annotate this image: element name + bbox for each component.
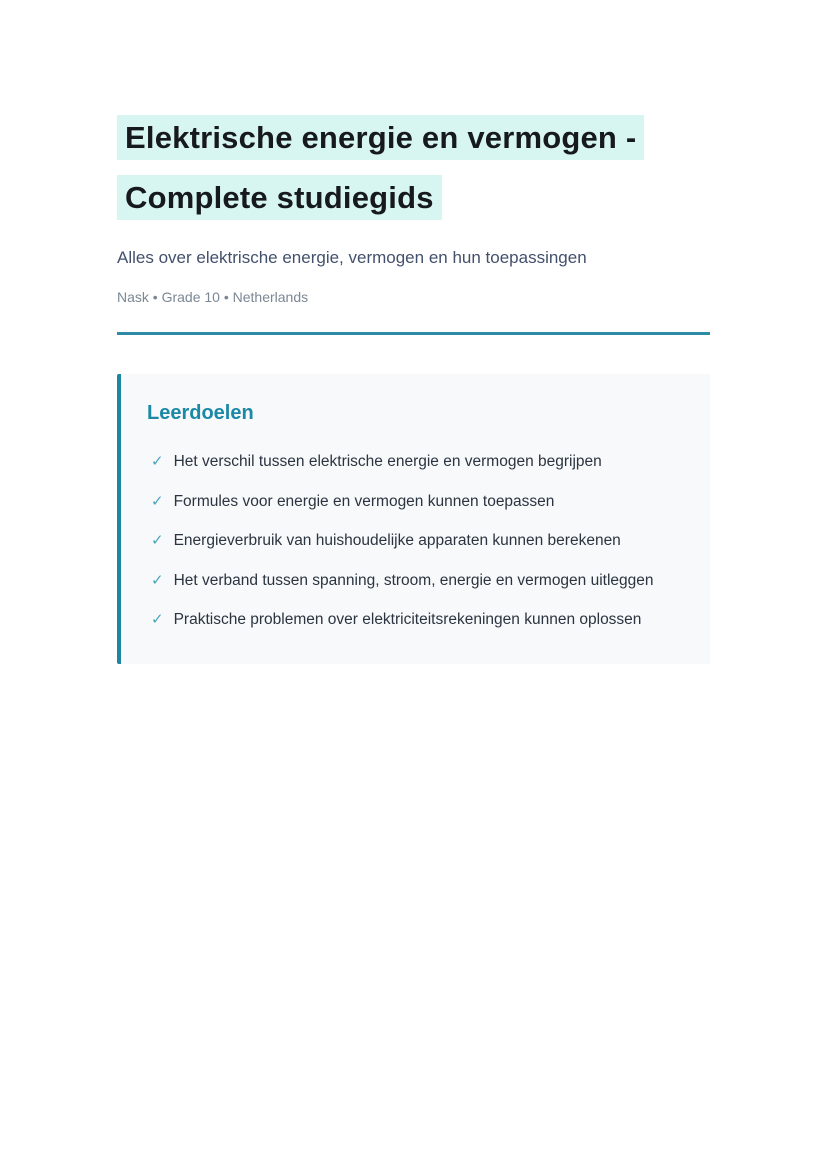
list-item [151,571,680,591]
check-icon: ✓ [151,571,164,589]
objective-text: Praktische problemen over elektriciteitsrekeningen kunnen oplossen [173,611,642,629]
list-item [151,610,680,630]
objective-text: Energieverbruik van huishoudelijke apparaten kunnen berekenen [173,532,621,550]
check-icon: ✓ [151,453,164,471]
check-icon: ✓ [151,611,164,629]
divider-rule [117,332,710,335]
page-subtitle: Alles over elektrische energie, vermogen en hun toepassingen [117,248,587,267]
objective-text: Het verschil tussen elektrische energie en vermogen begrijpen [173,453,602,471]
content-column [117,0,710,664]
objective-text: Formules voor energie en vermogen kunnen toepassen [173,492,555,510]
page-title [117,108,710,228]
objectives-list [147,452,680,630]
check-icon: ✓ [151,532,164,550]
list-item [151,492,680,512]
list-item [151,531,680,551]
objectives-heading: Leerdoelen [147,402,254,425]
list-item [151,452,680,472]
page-meta: Nask • Grade 10 • Netherlands [117,289,309,306]
objective-text: Het verband tussen spanning, stroom, energie en vermogen uitleggen [173,571,654,589]
page-title-highlight: Elektrische energie en vermogen - Complete studiegids [117,115,644,220]
check-icon: ✓ [151,492,164,510]
learning-objectives-card [117,374,710,664]
